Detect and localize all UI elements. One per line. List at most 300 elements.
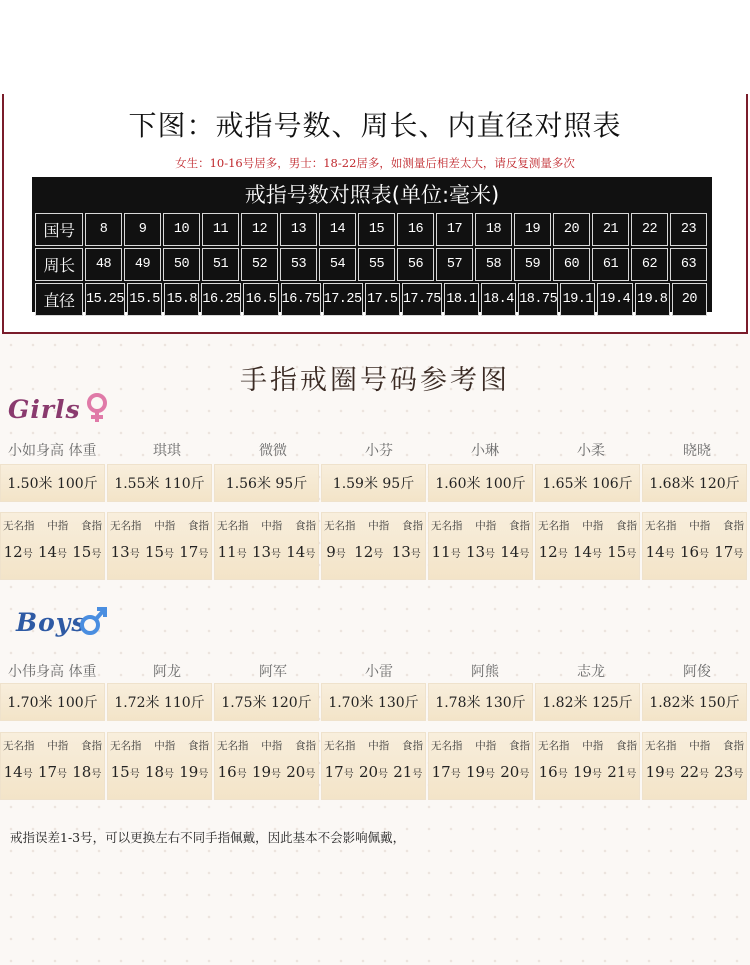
ring-size [607, 763, 636, 781]
person-stats: 1.78米 130斤 [428, 683, 533, 721]
ring-size-number: 15 [110, 763, 130, 781]
finger-label: 无名指 [431, 520, 463, 532]
finger-label: 无名指 [217, 520, 249, 532]
size-table-cell: 9 [124, 213, 161, 246]
person-stats: 1.65米 106斤 [535, 464, 640, 502]
ring-size-number: 15 [607, 543, 627, 561]
footer-note: 戒指误差1-3号，可以更换左右不同手指佩戴，因此基本不会影响佩戴， [10, 830, 406, 845]
size-table-cell: 18.4 [481, 283, 516, 316]
ring-size [252, 543, 281, 561]
person-stats: 1.75米 120斤 [214, 683, 319, 721]
ring-size [539, 763, 568, 781]
ring-size-card [214, 732, 319, 800]
finger-label: 无名指 [431, 740, 463, 752]
ring-size [111, 543, 140, 561]
finger-labels [215, 518, 318, 533]
finger-label: 无名指 [645, 520, 677, 532]
size-table-row [35, 283, 709, 316]
girls-rings-row [0, 512, 750, 580]
ring-size-unit: 号 [519, 549, 530, 560]
finger-label: 食指 [81, 520, 102, 532]
ring-size-card [107, 512, 212, 580]
ring-size [432, 543, 461, 561]
size-table-cell: 15.25 [85, 283, 125, 316]
finger-label: 无名指 [324, 520, 356, 532]
person-stats: 1.82米 125斤 [535, 683, 640, 721]
size-table-cell: 16.5 [243, 283, 278, 316]
size-table-cell: 59 [514, 248, 551, 281]
ring-size-unit: 号 [91, 769, 102, 780]
person-stats: 1.56米 95斤 [214, 464, 319, 502]
ring-size [4, 763, 33, 781]
ring-size-unit: 号 [343, 769, 354, 780]
ring-size-values [1, 543, 104, 561]
size-table-cell: 62 [631, 248, 668, 281]
ring-size [359, 763, 388, 781]
finger-labels [1, 738, 104, 753]
ring-size-unit: 号 [373, 549, 384, 560]
person-name: 微微 [259, 443, 287, 459]
finger-label: 中指 [261, 520, 283, 532]
size-table-cell: 19.8 [635, 283, 670, 316]
size-table-cell: 15.5 [127, 283, 162, 316]
finger-label: 食指 [723, 520, 744, 532]
person-stats: 1.70米 100斤 [0, 683, 105, 721]
finger-label: 中指 [582, 740, 604, 752]
ring-size-number: 12 [354, 543, 374, 561]
finger-labels [429, 518, 532, 533]
ring-size-number: 17 [714, 543, 734, 561]
ring-size-number: 17 [431, 763, 451, 781]
ring-size-number: 16 [538, 763, 558, 781]
size-table-cell: 16.75 [281, 283, 321, 316]
ring-size [72, 543, 101, 561]
ring-size [432, 763, 461, 781]
finger-label: 食指 [616, 740, 637, 752]
person-name: 小雷 [365, 664, 393, 680]
ring-size-card [642, 512, 747, 580]
boys-names-row [8, 661, 750, 681]
ring-size-unit: 号 [410, 549, 421, 560]
ring-size-unit: 号 [57, 549, 68, 560]
ring-size [392, 543, 421, 561]
finger-labels [108, 518, 211, 533]
ring-size [466, 763, 495, 781]
person-name: 小柔 [577, 443, 605, 459]
ring-size-values [429, 763, 532, 781]
size-table-cell: 17.5 [365, 283, 400, 316]
size-table-row [35, 213, 709, 246]
person-stats: 1.60米 100斤 [428, 464, 533, 502]
size-table-cell: 21 [592, 213, 629, 246]
size-table-row [35, 248, 709, 281]
ring-size-number: 19 [179, 763, 199, 781]
finger-label: 无名指 [324, 740, 356, 752]
reference-section [0, 334, 750, 965]
ring-size [286, 763, 315, 781]
ring-size-values [322, 543, 425, 561]
ring-size-unit: 号 [236, 549, 247, 560]
finger-label: 中指 [475, 740, 497, 752]
person-stats: 1.82米 150斤 [642, 683, 747, 721]
size-row-header: 直径 [35, 283, 83, 316]
size-table-cell: 18.1 [444, 283, 479, 316]
size-table-cell: 57 [436, 248, 473, 281]
size-table-cell: 12 [241, 213, 278, 246]
ring-size-unit: 号 [592, 549, 603, 560]
ring-size-unit: 号 [164, 549, 175, 560]
ring-size [500, 763, 529, 781]
ring-size-unit: 号 [271, 549, 282, 560]
ring-size-values [643, 763, 746, 781]
ring-size [354, 543, 383, 561]
ring-size-number: 13 [251, 543, 272, 561]
ring-size-card [535, 732, 640, 800]
ring-size-unit: 号 [626, 769, 637, 780]
girls-stats-row [0, 464, 750, 502]
finger-label: 食指 [402, 520, 423, 532]
ring-size-unit: 号 [592, 769, 603, 780]
ring-size-unit: 号 [236, 769, 247, 780]
finger-labels [1, 518, 104, 533]
finger-label: 中指 [261, 740, 283, 752]
person-name: 志龙 [577, 664, 605, 680]
finger-label: 无名指 [110, 520, 142, 532]
size-table-cell: 23 [670, 213, 707, 246]
size-table-cell: 17 [436, 213, 473, 246]
finger-label: 无名指 [538, 740, 570, 752]
size-table-cell: 50 [163, 248, 200, 281]
measurement-note: 女生：10-16号居多，男士：18-22居多，如测量后相差太大，请反复测量多次 [175, 156, 575, 170]
finger-label: 食指 [509, 520, 530, 532]
ring-size-number: 15 [144, 543, 165, 561]
ring-size-unit: 号 [733, 549, 744, 560]
ring-size-number: 19 [645, 763, 665, 781]
ring-size-unit: 号 [412, 769, 423, 780]
ring-size-unit: 号 [557, 549, 568, 560]
ring-size-unit: 号 [22, 769, 33, 780]
ring-size-unit: 号 [450, 769, 461, 780]
size-table-cell: 16.25 [201, 283, 241, 316]
ring-size-card [0, 732, 105, 800]
ring-size [646, 763, 675, 781]
ring-size-card [321, 732, 426, 800]
ring-size-number: 19 [572, 763, 593, 781]
size-table-cell: 48 [85, 248, 122, 281]
ring-size-unit: 号 [519, 769, 530, 780]
finger-label: 无名指 [3, 520, 35, 532]
ring-size-number: 16 [217, 763, 237, 781]
person-stats: 1.50米 100斤 [0, 464, 105, 502]
ring-size-unit: 号 [664, 549, 675, 560]
ring-size-number: 14 [286, 543, 306, 561]
ring-size-unit: 号 [664, 769, 675, 780]
ring-size [646, 543, 675, 561]
ring-size-number: 13 [391, 543, 411, 561]
ring-size [218, 543, 247, 561]
girls-names-row [8, 440, 750, 460]
ring-size-card [642, 732, 747, 800]
size-row-header: 周长 [35, 248, 83, 281]
ring-size-card [428, 732, 533, 800]
size-table-cell: 16 [397, 213, 434, 246]
size-table-cell: 14 [319, 213, 356, 246]
size-table-title: 戒指号数对照表(单位:毫米) [244, 183, 500, 207]
ring-size-number: 13 [465, 543, 486, 561]
size-table-cell: 53 [280, 248, 317, 281]
size-table-cell: 18.75 [518, 283, 558, 316]
ring-size [714, 763, 743, 781]
person-name: 阿军 [259, 664, 287, 680]
size-table-cell: 19 [514, 213, 551, 246]
ring-size-unit: 号 [57, 769, 68, 780]
ring-size-number: 14 [500, 543, 520, 561]
finger-label: 中指 [154, 520, 176, 532]
ring-size-number: 19 [465, 763, 486, 781]
finger-labels [215, 738, 318, 753]
ring-size [72, 763, 101, 781]
ring-size-number: 16 [679, 543, 700, 561]
finger-label: 中指 [368, 520, 390, 532]
ring-size-unit: 号 [271, 769, 282, 780]
finger-label: 中指 [689, 740, 711, 752]
finger-label: 食指 [402, 740, 423, 752]
finger-label: 食指 [723, 740, 744, 752]
finger-labels [536, 518, 639, 533]
size-table-cell: 19.1 [560, 283, 595, 316]
ring-size-values [108, 543, 211, 561]
ring-size-table [32, 177, 712, 312]
page-title: 下图：戒指号数、周长、内直径对照表 [128, 109, 622, 142]
ring-size-number: 20 [500, 763, 520, 781]
person-stats: 1.59米 95斤 [321, 464, 426, 502]
ring-size-unit: 号 [91, 549, 102, 560]
ring-size-number: 23 [714, 763, 734, 781]
ring-size [393, 763, 422, 781]
ring-size-card [107, 732, 212, 800]
ring-size [179, 763, 208, 781]
male-symbol-icon [78, 603, 108, 637]
finger-labels [643, 518, 746, 533]
ring-size-values [322, 763, 425, 781]
ring-size [573, 763, 602, 781]
ring-size-unit: 号 [305, 549, 316, 560]
ring-size-unit: 号 [626, 549, 637, 560]
ring-size-unit: 号 [733, 769, 744, 780]
ring-size-number: 19 [251, 763, 272, 781]
boys-stats-row [0, 683, 750, 721]
finger-label: 食指 [188, 520, 209, 532]
ring-size [466, 543, 495, 561]
size-table-cell: 13 [280, 213, 317, 246]
finger-label: 食指 [295, 520, 316, 532]
finger-label: 中指 [475, 520, 497, 532]
person-stats: 1.72米 110斤 [107, 683, 212, 721]
finger-label: 食指 [188, 740, 209, 752]
boys-label: Boys [16, 608, 87, 637]
ring-size-values [536, 543, 639, 561]
ring-size-unit: 号 [485, 549, 496, 560]
ring-size-values [536, 763, 639, 781]
finger-labels [643, 738, 746, 753]
ring-size-number: 20 [286, 763, 306, 781]
finger-labels [536, 738, 639, 753]
person-name: 阿龙 [153, 664, 181, 680]
finger-label: 无名指 [538, 520, 570, 532]
size-table-cell: 18 [475, 213, 512, 246]
ring-size [680, 543, 709, 561]
ring-size-values [1, 763, 104, 781]
ring-size [38, 543, 67, 561]
ring-size-unit: 号 [557, 769, 568, 780]
person-name: 小琳 [471, 443, 499, 459]
size-table-cell: 17.75 [402, 283, 442, 316]
ring-size-unit: 号 [129, 549, 140, 560]
ring-size-number: 17 [324, 763, 344, 781]
finger-label: 食指 [616, 520, 637, 532]
boys-rings-row [0, 732, 750, 800]
ring-size-number: 20 [358, 763, 379, 781]
person-stats: 1.55米 110斤 [107, 464, 212, 502]
ring-size [286, 543, 315, 561]
ring-size-unit: 号 [378, 769, 389, 780]
size-table-cell: 20 [553, 213, 590, 246]
ring-size-unit: 号 [485, 769, 496, 780]
ring-size [252, 763, 281, 781]
size-table-cell: 10 [163, 213, 200, 246]
ring-size-number: 14 [572, 543, 593, 561]
ring-size [145, 543, 174, 561]
ring-size-number: 9 [326, 543, 336, 561]
finger-label: 无名指 [3, 740, 35, 752]
ring-size-number: 18 [72, 763, 92, 781]
finger-label: 食指 [509, 740, 530, 752]
ring-size-unit: 号 [305, 769, 316, 780]
size-table-cell: 17.25 [323, 283, 363, 316]
ring-size-number: 13 [110, 543, 130, 561]
person-name: 阿熊 [471, 664, 499, 680]
ring-size-unit: 号 [22, 549, 33, 560]
ring-size-number: 14 [3, 763, 23, 781]
female-symbol-icon [84, 392, 110, 424]
finger-label: 中指 [47, 520, 69, 532]
size-table-cell: 61 [592, 248, 629, 281]
reference-title: 手指戒圈号码参考图 [240, 365, 510, 396]
size-table-grid [35, 213, 709, 318]
ring-size-card [214, 512, 319, 580]
ring-size [325, 763, 354, 781]
ring-size [145, 763, 174, 781]
size-table-cell: 20 [672, 283, 707, 316]
size-table-cell: 49 [124, 248, 161, 281]
ring-size-number: 12 [538, 543, 558, 561]
size-table-cell: 11 [202, 213, 239, 246]
finger-labels [322, 518, 425, 533]
size-table-cell: 15 [358, 213, 395, 246]
ring-size-unit: 号 [164, 769, 175, 780]
ring-size [607, 543, 636, 561]
finger-label: 无名指 [110, 740, 142, 752]
person-name: 小如身高 体重 [8, 443, 97, 459]
ring-size [179, 543, 208, 561]
size-table-cell: 15.8 [164, 283, 199, 316]
ring-size [573, 543, 602, 561]
ring-size [218, 763, 247, 781]
ring-size-card [428, 512, 533, 580]
size-table-cell: 58 [475, 248, 512, 281]
finger-label: 中指 [689, 520, 711, 532]
size-row-header: 国号 [35, 213, 83, 246]
ring-size-unit: 号 [198, 549, 209, 560]
ring-size [326, 543, 346, 561]
size-table-cell: 56 [397, 248, 434, 281]
ring-size-values [108, 763, 211, 781]
ring-size [714, 543, 743, 561]
ring-size-number: 14 [645, 543, 665, 561]
ring-size-card [0, 512, 105, 580]
size-table-cell: 63 [670, 248, 707, 281]
ring-size-unit: 号 [699, 769, 710, 780]
ring-size [500, 543, 529, 561]
finger-labels [322, 738, 425, 753]
size-table-cell: 19.4 [597, 283, 632, 316]
ring-size-unit: 号 [198, 769, 209, 780]
ring-size-number: 18 [144, 763, 165, 781]
person-name: 小伟身高 体重 [8, 664, 97, 680]
ring-size-values [215, 763, 318, 781]
ring-size-card [321, 512, 426, 580]
ring-size-number: 17 [179, 543, 199, 561]
ring-size-number: 22 [679, 763, 700, 781]
ring-size-card [535, 512, 640, 580]
finger-label: 无名指 [217, 740, 249, 752]
size-table-cell: 60 [553, 248, 590, 281]
ring-size [38, 763, 67, 781]
finger-labels [108, 738, 211, 753]
ring-size-number: 11 [217, 543, 237, 561]
ring-size-number: 14 [37, 543, 58, 561]
person-name: 晓晓 [683, 443, 711, 459]
size-table-cell: 54 [319, 248, 356, 281]
ring-size [111, 763, 140, 781]
ring-size-number: 21 [607, 763, 627, 781]
ring-size-values [643, 543, 746, 561]
ring-size-unit: 号 [335, 549, 346, 560]
finger-label: 中指 [47, 740, 69, 752]
person-name: 小芬 [365, 443, 393, 459]
person-stats: 1.68米 120斤 [642, 464, 747, 502]
ring-size [680, 763, 709, 781]
person-stats: 1.70米 130斤 [321, 683, 426, 721]
person-name: 琪琪 [153, 443, 181, 459]
finger-label: 中指 [368, 740, 390, 752]
ring-size-unit: 号 [129, 769, 140, 780]
ring-size-number: 17 [37, 763, 58, 781]
ring-size-number: 15 [72, 543, 92, 561]
size-table-cell: 51 [202, 248, 239, 281]
girls-label: Girls [8, 395, 81, 424]
finger-label: 中指 [154, 740, 176, 752]
ring-size-number: 21 [393, 763, 413, 781]
ring-size-values [429, 543, 532, 561]
ring-size [4, 543, 33, 561]
ring-size-unit: 号 [450, 549, 461, 560]
finger-labels [429, 738, 532, 753]
ring-size-number: 12 [3, 543, 23, 561]
finger-label: 食指 [295, 740, 316, 752]
size-table-cell: 55 [358, 248, 395, 281]
ring-size-number: 11 [431, 543, 451, 561]
